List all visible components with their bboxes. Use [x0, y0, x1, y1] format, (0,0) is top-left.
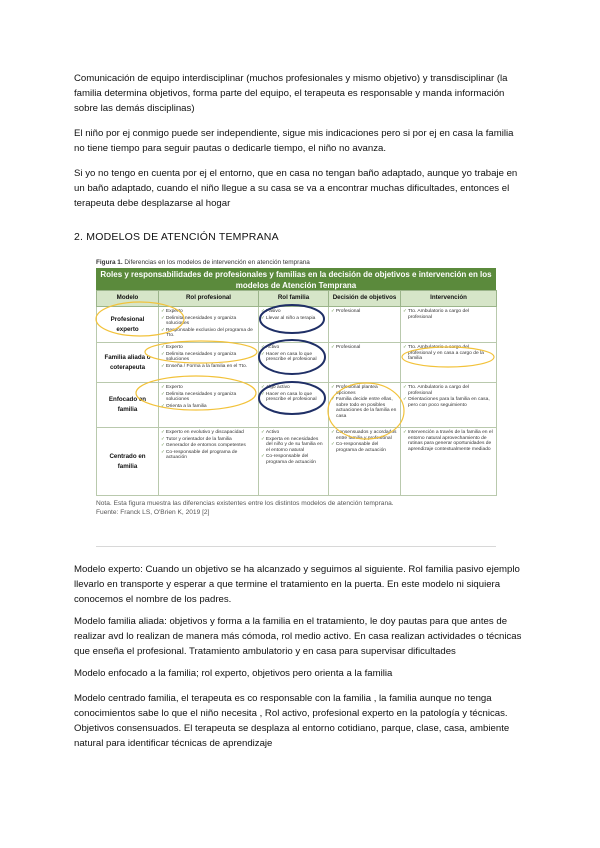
- cell-rol-familia: [259, 307, 329, 343]
- paragraph-nino-independiente: El niño por ej conmigo puede ser independiente, sigue mis indicaciones pero si por ej en casa la familia no tiene tiempo para seguir pautas o dedicarle tiempo, el niño no avanza.: [74, 128, 514, 154]
- list-item: ✓ Activo: [261, 429, 326, 436]
- list-item: ✓ Hacer en casa lo que prescribe el profesional: [261, 391, 326, 403]
- header-intervencion: Intervención: [401, 291, 497, 307]
- cell-rol-familia: [259, 383, 329, 428]
- list-item: ✓ Consensuados y acordados entre familia y profesional: [331, 429, 398, 441]
- list-item: ✓ Tto. Ambulatorio a cargo del profesional: [403, 308, 494, 320]
- table-row: [97, 307, 497, 343]
- figure-note: [96, 499, 496, 517]
- cell-rol-profesional: [159, 428, 259, 496]
- table-row: [97, 343, 497, 383]
- figure-note-text: Nota. Esta figura muestra las diferencias existentes entre los distintos modelos de atención temprana.: [96, 500, 394, 507]
- figure-caption: [96, 257, 496, 268]
- list-item: ✓ Tto. Ambulatorio a cargo del profesional: [403, 384, 494, 396]
- cell-rol-familia: [259, 343, 329, 383]
- cell-rol-profesional: [159, 343, 259, 383]
- list-item: ✓ Enseña / Forma a la familia en el Tto.: [161, 363, 256, 370]
- header-rol-familia: Rol familia: [259, 291, 329, 307]
- cell-decision: [329, 428, 401, 496]
- list-item: ✓ Profesional: [331, 344, 398, 351]
- table-row: [97, 428, 497, 496]
- list-item: ✓ Hacer en casa lo que prescribe el profesional: [261, 351, 326, 363]
- list-item: ✓ Profesional: [331, 308, 398, 315]
- figure-box: [96, 268, 496, 517]
- list-item: ✓ Activo: [261, 344, 326, 351]
- header-rol-profesional: Rol profesional: [159, 291, 259, 307]
- list-item: ✓ Profesional plantea opciones: [331, 384, 398, 396]
- list-item: ✓ Delimita necesidades y organiza soluciones: [161, 351, 256, 363]
- models-table: [96, 290, 497, 496]
- list-item: ✓ Experto en evolutivo y discapacidad: [161, 429, 256, 436]
- model-name: Familia aliada o coterapeuta: [97, 343, 159, 383]
- figure-caption-text: Diferencias en los modelos de intervención en atención temprana: [124, 259, 310, 266]
- paragraph-centrado-familia: Modelo centrado familia, el terapeuta es co responsable con la familia , la familia aunque no tenga conocimientos sabe lo que el niño necesita , Rol activo, profesional experto en la patología y técnicas. Objetivos consensuados. El terapeuta se desplaza al entorno cotidiano, parque, clase, casa, ambiente natural para identificar técnicas de aprendizaje: [74, 693, 510, 749]
- table-row: [97, 383, 497, 428]
- cell-decision: [329, 307, 401, 343]
- cell-intervencion: [401, 383, 497, 428]
- cell-decision: [329, 383, 401, 428]
- paragraph-enfocado-familia: Modelo enfocado a la familia; rol experto, objetivos pero orienta a la familia: [74, 668, 393, 679]
- list-item: ✓ Experto: [161, 384, 256, 391]
- list-item: ✓ Familia decide entre ellas, sobre todo en posibles actuaciones de la familia en casa: [331, 396, 398, 419]
- model-name: Enfocado en familia: [97, 383, 159, 428]
- cell-rol-profesional: [159, 307, 259, 343]
- list-item: ✓ Co-responsable del programa de actuación: [161, 449, 256, 461]
- table-header-row: [97, 291, 497, 307]
- figure-modelos: [96, 257, 496, 517]
- model-name: Profesional experto: [97, 307, 159, 343]
- paragraph-entorno: Si yo no tengo en cuenta por ej el entorno, que en casa no tengan baño adaptado, aunque yo trabaje en un baño adaptado, cuando el niño llegue a su casa se va a encontrar muchas dificultades, entonces el terapeuta debe desplazarse al hogar: [74, 168, 518, 209]
- cell-rol-profesional: [159, 383, 259, 428]
- paragraph-modelo-experto: Modelo experto: Cuando un objetivo se ha alcanzado y seguimos al siguiente. Rol familia pasivo ejemplo llevarlo en transporte y esperar a que termine el tratamiento en la puerta. En este modelo ni siquiera conocemos el nombre de los padres.: [74, 564, 520, 605]
- list-item: ✓ Experto: [161, 308, 256, 315]
- cell-decision: [329, 343, 401, 383]
- list-item: ✓ Algo activo: [261, 384, 326, 391]
- list-item: ✓ Orientaciones para la familia en casa, pero con poco seguimiento: [403, 396, 494, 408]
- list-item: ✓ Co-responsable del programa de actuación: [261, 453, 326, 465]
- list-item: ✓ Tto. Ambulatorio a cargo del profesional y en casa a cargo de la familia: [403, 344, 494, 362]
- list-item: ✓ Tutor y orientador de la familia: [161, 436, 256, 443]
- list-item: ✓ Pasivo: [261, 308, 326, 315]
- list-item: ✓ Llevar al niño a terapia: [261, 315, 326, 322]
- list-item: ✓ Experta en necesidades del niño y de su familia en el entorno natural: [261, 436, 326, 454]
- list-item: ✓ Intervención a través de la familia en el entorno natural aprovechamiento de rutinas para generar oportunidades de aprendizaje contextualmente mediado: [403, 429, 494, 452]
- list-item: ✓ Experto: [161, 344, 256, 351]
- cell-rol-familia: [259, 428, 329, 496]
- figure-source: Fuente: Franck LS, O'Brien K, 2019 [2]: [96, 509, 210, 516]
- list-item: ✓ Generador de entornos competentes: [161, 442, 256, 449]
- section-heading: 2. MODELOS DE ATENCIÓN TEMPRANA: [74, 231, 279, 243]
- list-item: ✓ Orienta a la familia: [161, 403, 256, 410]
- figure-caption-label: Figura 1.: [96, 259, 123, 266]
- paragraph-familia-aliada: Modelo familia aliada: objetivos y forma a la familia en el tratamiento, le doy pautas para que antes de realizar avd lo realizan de manera más cómoda, rol medio activo. En casa realizan actividades o técnicas que enseña el profesional. Tratamiento ambulatorio y en casa para supervisar dificultades: [74, 616, 522, 657]
- cell-intervencion: [401, 343, 497, 383]
- list-item: ✓ Delimita necesidades y organiza soluciones: [161, 391, 256, 403]
- cell-intervencion: [401, 307, 497, 343]
- cell-intervencion: [401, 428, 497, 496]
- list-item: ✓ Co-responsable del programa de actuación: [331, 441, 398, 453]
- paragraph-interdisciplinar: Comunicación de equipo interdisciplinar (muchos profesionales y mismo objetivo) y transdisciplinar (la familia determina objetivos, forma parte del equipo, el terapeuta es responsable y manda información sobre las demás disciplinas): [74, 73, 508, 114]
- list-item: ✓ Delimita necesidades y organiza soluciones: [161, 315, 256, 327]
- figure-divider: [96, 546, 496, 547]
- model-name: Centrado en familia: [97, 428, 159, 496]
- header-decision: Decisión de objetivos: [329, 291, 401, 307]
- header-modelo: Modelo: [97, 291, 159, 307]
- figure-title: Roles y responsabilidades de profesionales y familias en la decisión de objetivos e intervención en los modelos de Atención Temprana: [96, 268, 496, 290]
- list-item: ✓ Responsable exclusivo del programa de Tto.: [161, 327, 256, 339]
